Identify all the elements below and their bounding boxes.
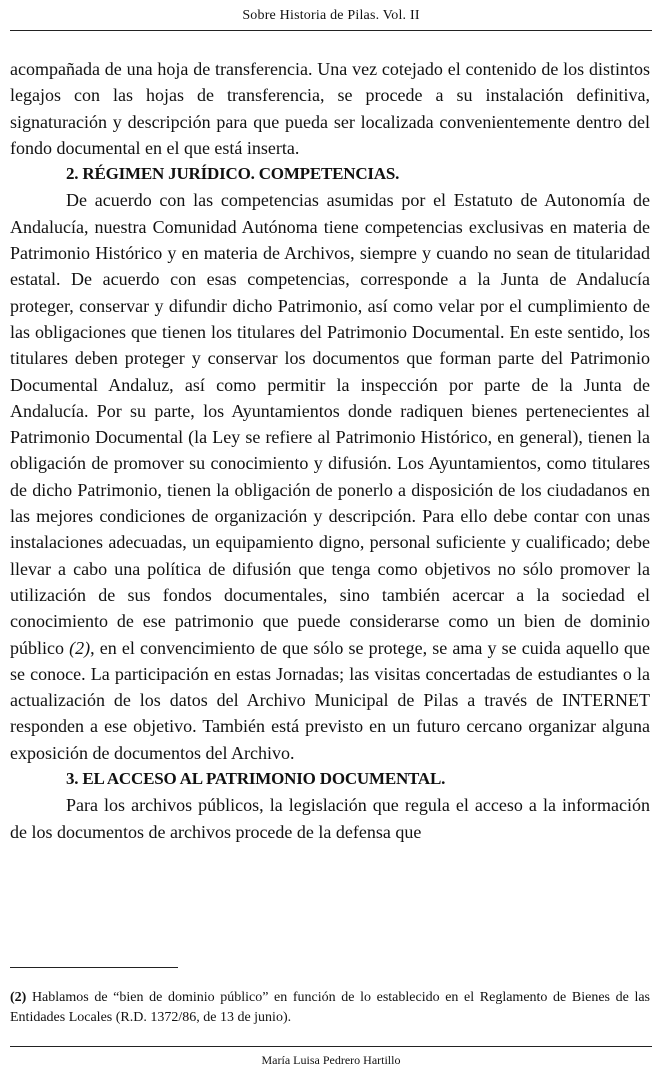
section3-paragraph: Para los archivos públicos, la legislación que regula el acceso a la información de los documentos de archivos procede de la defensa que (10, 795, 650, 842)
running-header: Sobre Historia de Pilas. Vol. II (242, 8, 420, 23)
footnote (10, 988, 650, 1028)
footnote-text: Hablamos de “bien de dominio público” en función de lo establecido en el Reglamento de Bienes de las Entidades Locales (R.D. 1372/86, de 13 de junio). (10, 990, 650, 1025)
section2-paragraph (10, 187, 650, 766)
section2-text-after-ref: , en el convencimiento de que sólo se protege, se ama y se cuida aquello que se conoce. La participación en estas Jornadas; las visitas concertadas de estudiantes o la actualización de los datos del Archivo Municipal de Pilas a través de INTERNET responden a ese objetivo. También está previsto en un futuro cercano organizar alguna exposición de documentos del Archivo. (10, 637, 651, 763)
running-footer-author: María Luisa Pedrero Hartillo (261, 1053, 401, 1067)
section-heading-regimen-juridico: 2. RÉGIMEN JURÍDICO. COMPETENCIAS. (66, 164, 400, 184)
section-heading-acceso: 3. EL ACCESO AL PATRIMONIO DOCUMENTAL. (66, 769, 446, 789)
footnote-rule (10, 967, 178, 968)
body-text (10, 56, 650, 845)
footnote-reference: (2) (69, 637, 91, 658)
header-rule (10, 30, 652, 31)
intro-paragraph: acompañada de una hoja de transferencia. Una vez cotejado el contenido de los distintos legajos con las hojas de transferencia, se procede a su instalación definitiva, signaturación y descripción para que pueda ser localizada convenientemente dentro del fondo documental en el que está inserta. (10, 59, 650, 158)
section2-text-before-ref: De acuerdo con las competencias asumidas por el Estatuto de Autonomía de Andalucía, nuestra Comunidad Autónoma tiene competencias exclusivas en materia de Patrimonio Histórico y en materia de Archivos, siempre y cuando no sean de titularidad estatal. De acuerdo con esas competencias, corresponde a la Junta de Andalucía proteger, conservar y difundir dicho Patrimonio, así como velar por el cumplimiento de las obligaciones que tienen los titulares del Patrimonio Documental. En este sentido, los titulares deben proteger y conservar los documentos que forman parte del Patrimonio Documental Andaluz, así como permitir la inspección por parte de la Junta de Andalucía. Por su parte, los Ayuntamientos donde radiquen bienes pertenecientes al Patrimonio Documental (la Ley se refiere al Patrimonio Histórico, en general), tienen la obligación de promover su conocimiento y difusión. Los Ayuntamientos, como titulares de dicho Patrimonio, tienen la obligación de ponerlo a disposición de los ciudadanos en las mejores condiciones de organización y descripción. Para ello debe contar con unas instalaciones adecuadas, un equipamiento digno, personal suficiente y cualificado; debe llevar a cabo una política de difusión que tenga como objetivos no sólo promover la utilización de sus fondos documentales, sino también acercar a la sociedad el conocimiento de ese patrimonio que puede considerarse como un bien de dominio público (10, 190, 650, 658)
footnote-number: (2) (10, 990, 27, 1005)
footer-rule (10, 1046, 652, 1047)
